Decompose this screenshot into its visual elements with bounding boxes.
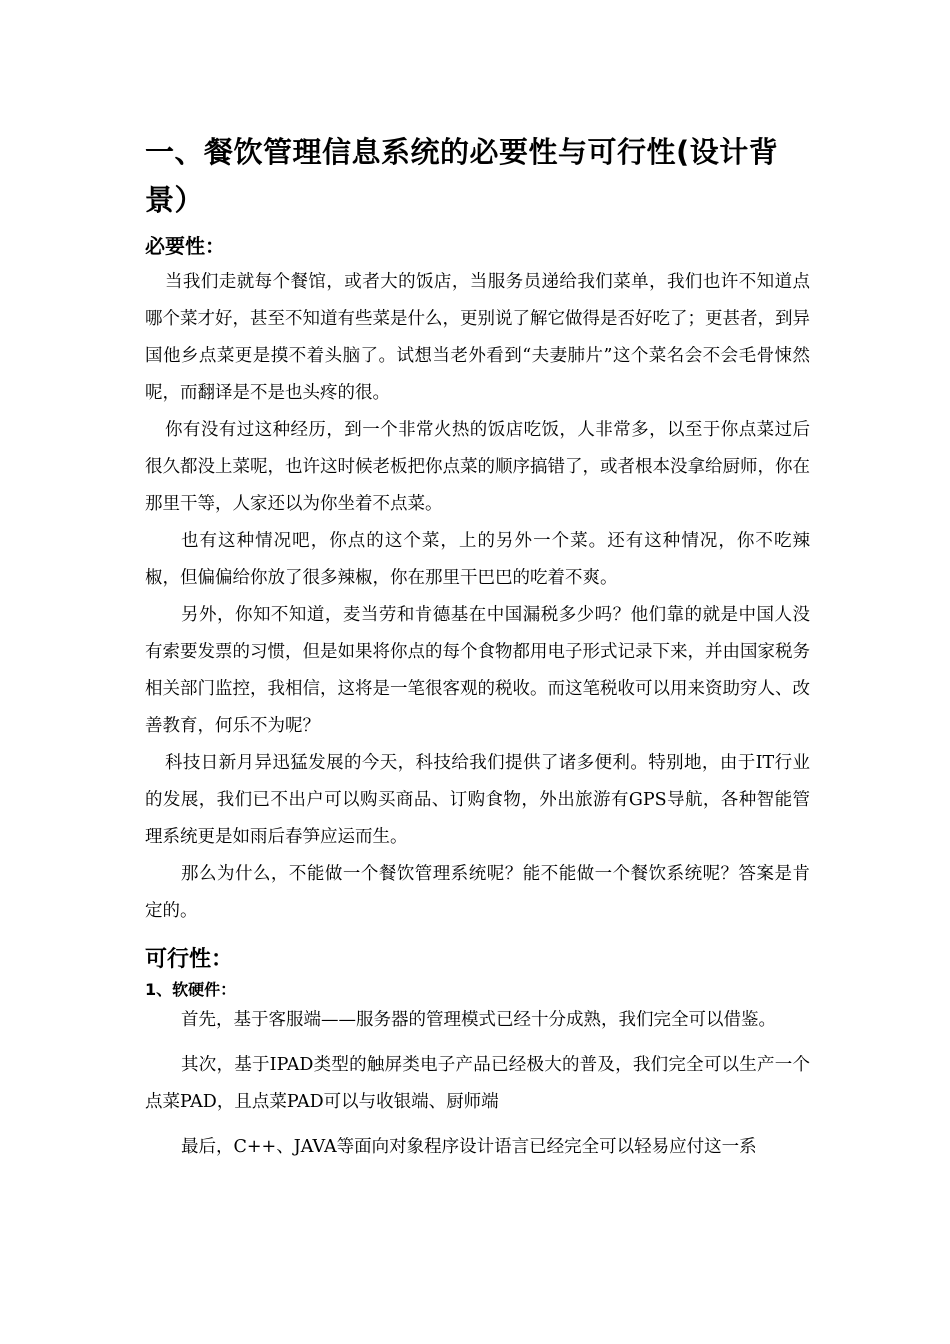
- necessity-paragraph: 那么为什么，不能做一个餐饮管理系统呢？能不能做一个餐饮系统呢？答案是肯定的。: [145, 864, 810, 921]
- necessity-paragraph: 另外，你知不知道，麦当劳和肯德基在中国漏税多少吗？他们靠的就是中国人没有索要发票的习惯，但是如果将你点的每个食物都用电子形式记录下来，并由国家税务相关部门监控，我相信，这将是一笔很客观的税收。而这笔税收可以用来资助穷人、改善教育，何乐不为呢？: [145, 605, 810, 736]
- necessity-paragraph: 也有这种情况吧，你点的这个菜，上的另外一个菜。还有这种情况，你不吃辣椒，但偏偏给你放了很多辣椒，你在那里干巴巴的吃着不爽。: [145, 531, 810, 588]
- necessity-paragraph: 科技日新月异迅猛发展的今天，科技给我们提供了诸多便利。特别地，由于IT行业的发展，我们已不出户可以购买商品、订购食物，外出旅游有GPS导航，各种智能管理系统更是如雨后春笋应运而生。: [145, 753, 810, 847]
- feasibility-heading: 可行性：: [145, 947, 234, 972]
- necessity-paragraph: 你有没有过这种经历，到一个非常火热的饭店吃饭，人非常多，以至于你点菜过后很久都没上菜呢，也许这时候老板把你点菜的顺序搞错了，或者根本没拿给厨师，你在那里干等，人家还以为你坐着不点菜。: [145, 420, 810, 514]
- document-title: 一、餐饮管理信息系统的必要性与可行性(设计背景）: [145, 135, 779, 217]
- necessity-heading: 必要性：: [145, 234, 225, 258]
- necessity-paragraph: 当我们走就每个餐馆，或者大的饭店，当服务员递给我们菜单，我们也许不知道点哪个菜才好，甚至不知道有些菜是什么，更别说了解它做得是否好吃了；更甚者，到异国他乡点菜更是摸不着头脑了。试想当老外看到“夫妻肺片”这个菜名会不会毛骨悚然呢，而翻译是不是也头疼的很。: [145, 272, 810, 403]
- document-body: [145, 128, 810, 1166]
- feasibility-paragraph: 首先，基于客服端——服务器的管理模式已经十分成熟，我们完全可以借鉴。: [181, 1010, 776, 1030]
- feasibility-paragraph: 其次，基于IPAD类型的触屏类电子产品已经极大的普及，我们完全可以生产一个点菜PAD，且点菜PAD可以与收银端、厨师端: [145, 1055, 810, 1112]
- feasibility-paragraph: 最后，C++、JAVA等面向对象程序设计语言已经完全可以轻易应付这一系: [181, 1137, 757, 1157]
- hardware-software-subheading: 1、软硬件：: [145, 980, 237, 999]
